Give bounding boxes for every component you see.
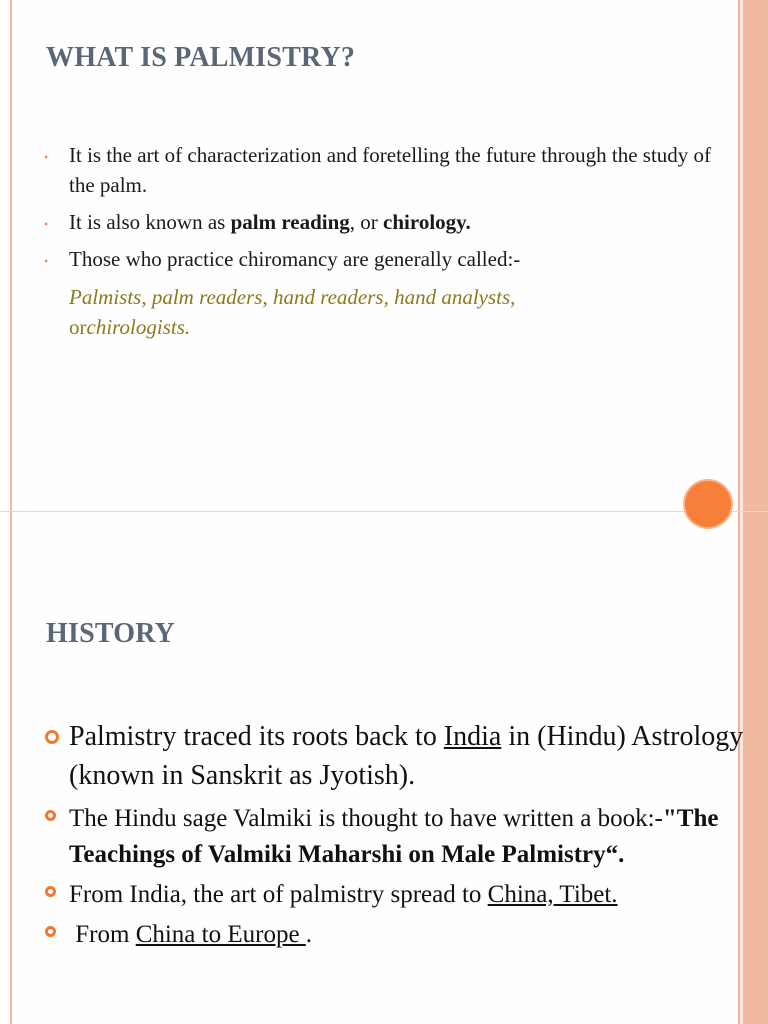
bullet-text-pre: From India, the art of palmistry spread to [69, 881, 488, 908]
practitioner-names [69, 282, 709, 342]
bullet-text-pre: The Hindu sage Valmiki is thought to have written a book:- [69, 805, 663, 832]
bullet-text-mid: , or [349, 210, 384, 234]
ring-bullet-icon [45, 810, 56, 821]
list-item [44, 207, 724, 237]
bullet-dot-icon: • [44, 254, 49, 268]
bullet-text: Those who practice chiromancy are generally called:- [69, 247, 521, 271]
bullet-text-post: . [305, 921, 313, 948]
link-china-tibet[interactable]: China, Tibet. [487, 881, 618, 908]
bullet-text-pre: It is also known as [69, 210, 231, 234]
bullet-text-pre: From [69, 921, 136, 948]
bullet-list [44, 140, 724, 281]
list-item [44, 717, 744, 795]
list-item [44, 140, 724, 200]
slide-history [0, 512, 768, 1024]
bullet-text: It is the art of characterization and foretelling the future through the study of the palm. [69, 143, 712, 197]
practitioner-names-line1: Palmists, palm readers, hand readers, hand analysts, [69, 285, 516, 309]
bullet-text-post: in (Hindu) Astrology (known in Sanskrit as Jyotish). [69, 721, 744, 791]
list-item [44, 244, 724, 274]
slide-right-border-band [743, 0, 768, 512]
link-india[interactable]: India [443, 721, 502, 752]
practitioner-names-or: or [69, 315, 87, 339]
bullet-list [44, 717, 744, 957]
slide-left-border [0, 512, 12, 1024]
ring-bullet-icon [45, 730, 59, 744]
list-item [44, 801, 744, 873]
bold-term-palm-reading: palm reading [230, 210, 350, 234]
book-title: "The Teachings of Valmiki Maharshi on Male Palmistry“. [69, 805, 719, 868]
bullet-dot-icon: • [44, 150, 49, 164]
ring-bullet-icon [45, 886, 56, 897]
ring-bullet-icon [45, 926, 56, 937]
slide-left-border [0, 0, 12, 512]
slide-title: HISTORY [46, 618, 176, 649]
list-item [44, 917, 744, 953]
slide-right-border-band [743, 512, 768, 1024]
slide-title: WHAT IS PALMISTRY? [46, 42, 356, 73]
link-china-to-europe[interactable]: China to Europe [135, 921, 306, 948]
practitioner-names-line2: chirologists. [86, 315, 191, 339]
bullet-text-pre: Palmistry traced its roots back to [69, 721, 444, 752]
orange-circle-ornament [685, 481, 731, 527]
bold-term-chirology: chirology. [383, 210, 471, 234]
bullet-dot-icon: • [44, 217, 49, 231]
list-item [44, 877, 744, 913]
